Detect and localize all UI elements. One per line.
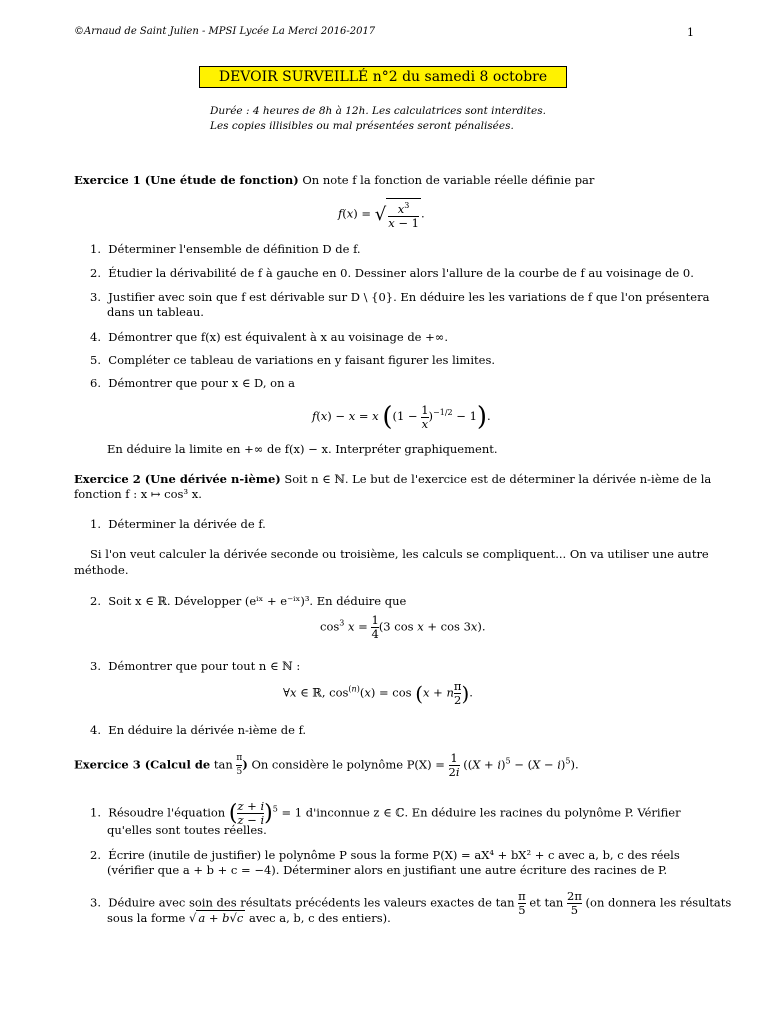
- ex2-item-4: 4. En déduire la dérivée n-ième de f.: [90, 723, 307, 737]
- ex3-item-3: 3. Déduire avec soin des résultats précédents les valeurs exactes de tan $\frac{\pi}{5}$ et tan $\frac{2\pi}{5}$ (on donnera les résultats: [90, 889, 732, 917]
- ex1-item-3-cont: dans un tableau.: [107, 305, 204, 319]
- ex2-heading: Exercice 2 (Une dérivée n-ième): [74, 472, 281, 486]
- ex3-heading-line: Exercice 3 (Calcul de tan $\frac{\pi}{5}$ ) On considère le polynôme P(X) = $\frac{1}{2i}$ $((X + i)^5 - (X - i)^5)$.: [74, 751, 579, 779]
- ex3-item-3-cont: sous la forme √ a + b√c avec a, b, c des entiers).: [107, 911, 391, 925]
- ex2-item-3: 3. Démontrer que pour tout n ∈ ℕ :: [90, 659, 301, 673]
- ex1-heading-line: [74, 173, 594, 188]
- page-number: 1: [687, 26, 694, 39]
- ex2-intro-1: Soit n ∈ ℕ. Le but de l'exercice est de déterminer la dérivée n-ième de la: [284, 472, 712, 486]
- ex3-item-2: 2. Écrire (inutile de justifier) le polynôme P sous la forme P(X) = aX⁴ + bX² + c avec a, b, c des réels: [90, 848, 680, 862]
- ex3-item-2-cont: (vérifier que a + b + c = −4). Déterminer alors en justifiant une autre écriture des racines de P.: [107, 863, 668, 877]
- ex2-item-1: 1. Déterminer la dérivée de f.: [90, 517, 266, 531]
- ex1-item-6: 6. Démontrer que pour x ∈ D, on a: [90, 376, 295, 390]
- ex2-intro-2: fonction f : x ↦ cos³ x.: [74, 487, 202, 501]
- ex2-item-2: 2. Soit x ∈ ℝ. Développer (eⁱˣ + e⁻ⁱˣ)³. En déduire que: [90, 594, 407, 608]
- ex2-heading-line: [74, 472, 711, 487]
- ex1-formula-f: f(x) = √ $\frac{x^3}{x - 1}$ .: [338, 198, 425, 230]
- ex1-heading: Exercice 1 (Une étude de fonction): [74, 173, 299, 187]
- subtitle-line-2: Les copies illisibles ou mal présentées seront pénalisées.: [210, 120, 514, 132]
- ex3-intro: On considère le polynôme P(X) =: [251, 757, 445, 772]
- ex1-after: En déduire la limite en +∞ de f(x) − x. Interpréter graphiquement.: [107, 442, 498, 456]
- ex3-heading: Exercice 3 (Calcul de: [74, 757, 211, 772]
- ex1-item-3: 3. Justifier avec soin que f est dérivable sur D \ {0}. En déduire les les variations de f que l'on présentera: [90, 290, 710, 304]
- subtitle-line-1: Durée : 4 heures de 8h à 12h. Les calculatrices sont interdites.: [210, 105, 546, 117]
- ex2-para-1: Si l'on veut calculer la dérivée seconde ou troisième, les calculs se compliquent... On va utiliser une autre: [90, 547, 709, 561]
- ex2-formula-cosn: ∀x ∈ ℝ, $\cos^{(n)}(x) = \cos (x + n$ $\frac{\pi}{2}$ ).: [283, 679, 473, 707]
- header-text: ©Arnaud de Saint Julien - MPSI Lycée La Merci 2016-2017: [74, 26, 376, 37]
- exam-title: DEVOIR SURVEILLÉ n°2 du samedi 8 octobre: [199, 66, 567, 88]
- ex1-item-2: 2. Étudier la dérivabilité de f à gauche en 0. Dessiner alors l'allure de la courbe de f au voisinage de 0.: [90, 266, 694, 280]
- ex1-formula-diff: f(x) − x = x ((1 − $\frac{1}{x}$ )$^{-1/2}$ − 1).: [312, 402, 491, 432]
- ex3-item-1-cont: qu'elles sont toutes réelles.: [107, 823, 267, 837]
- ex1-item-5: 5. Compléter ce tableau de variations en y faisant figurer les limites.: [90, 353, 495, 367]
- ex1-intro: On note f la fonction de variable réelle définie par: [302, 173, 595, 187]
- exam-subtitle: [210, 104, 546, 134]
- ex3-item-1: 1. Résoudre l'équation ( $\frac{z + i}{z - i}$ )$^5$ = 1 d'inconnue z ∈ ℂ. En déduire les racines du polynôme P. Vérifier: [90, 799, 681, 827]
- ex1-item-4: 4. Démontrer que f(x) est équivalent à x au voisinage de +∞.: [90, 330, 449, 344]
- ex2-formula-cos3: $\cos^3 x$ = $\frac{1}{4}$ (3 cos x + cos 3x).: [320, 613, 486, 641]
- ex1-item-1: 1. Déterminer l'ensemble de définition D de f.: [90, 242, 361, 256]
- page-header: [74, 26, 694, 42]
- ex2-para-2: méthode.: [74, 563, 129, 577]
